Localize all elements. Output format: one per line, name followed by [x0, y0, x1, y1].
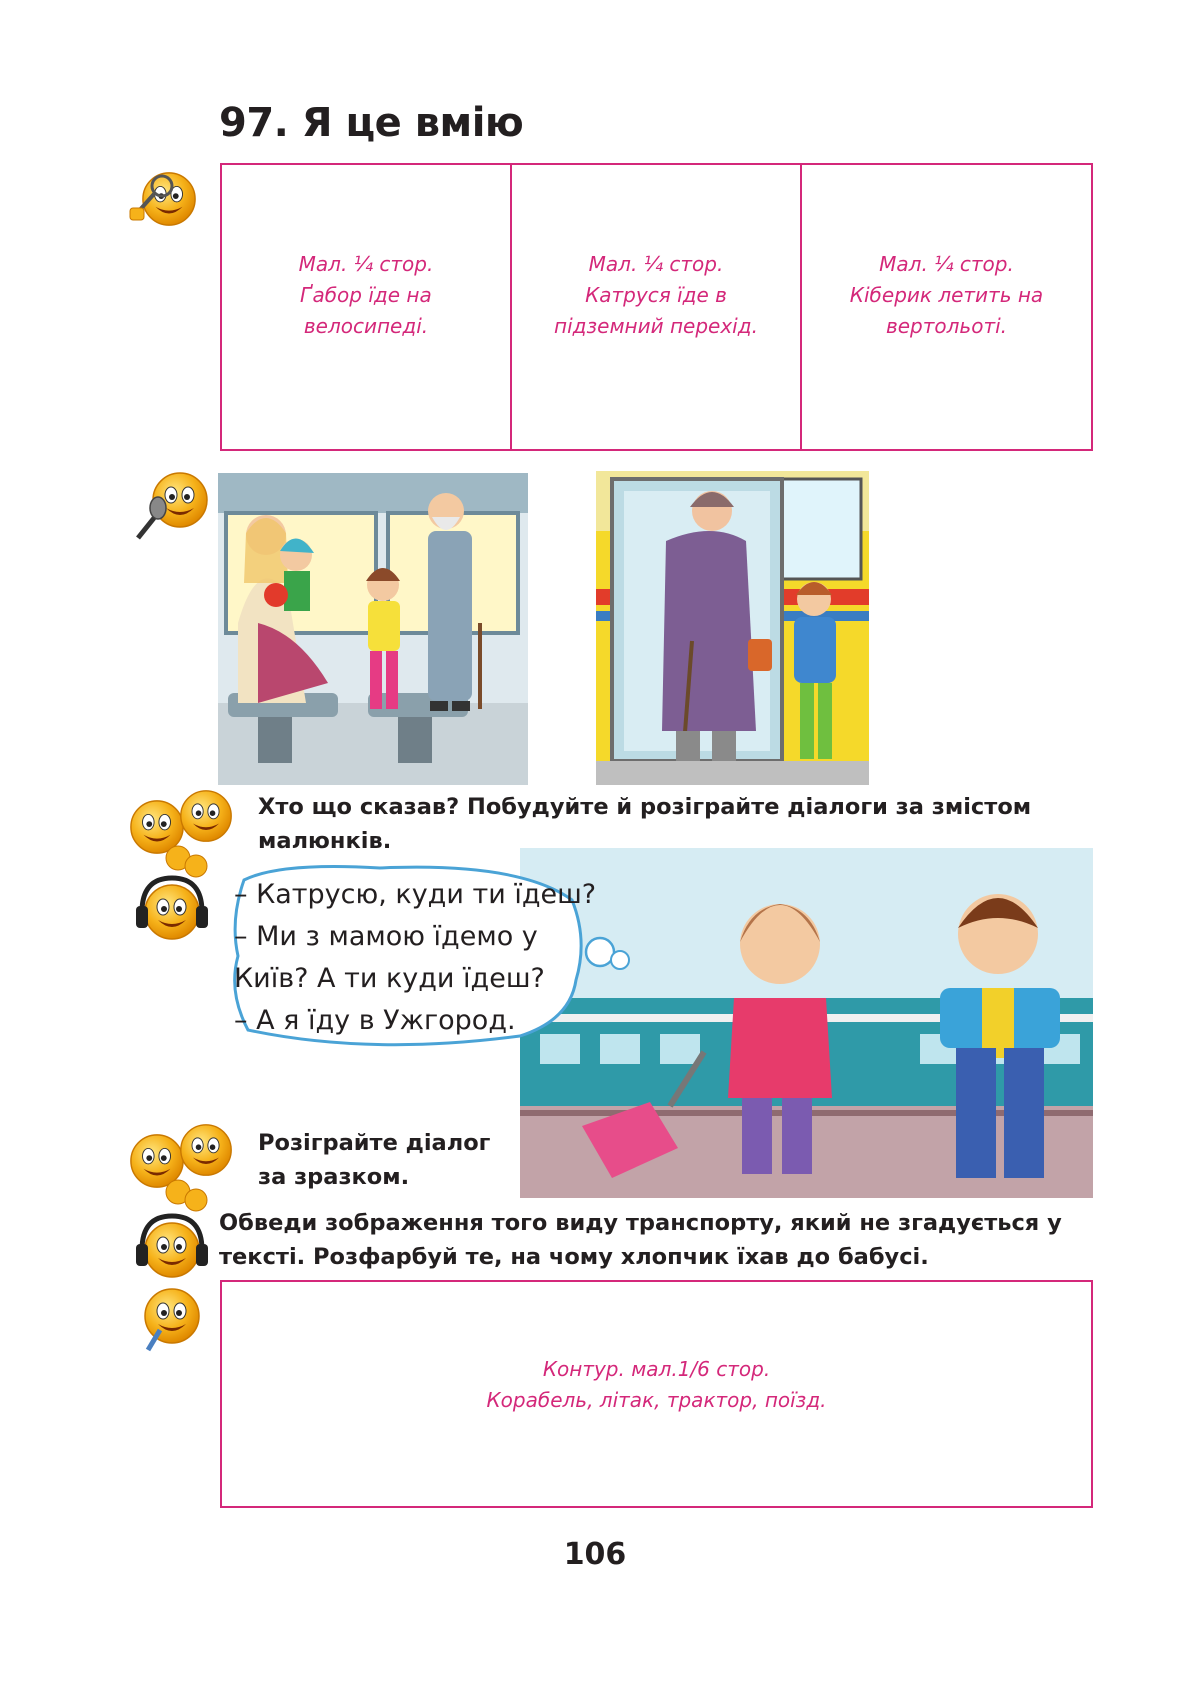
tram-scene-illustration	[218, 473, 528, 785]
dialog-line-4: – А я їду в Ужгород.	[234, 1005, 516, 1036]
image-placeholder-2	[510, 163, 802, 451]
image-placeholder-transport	[220, 1280, 1093, 1508]
lesson-title: 97. Я це вмію	[219, 100, 524, 146]
dialog-line-3: Київ? А ти куди їдеш?	[234, 963, 545, 994]
microphone-smiley-icon	[130, 466, 216, 546]
page-number: 106	[563, 1537, 627, 1572]
placeholder-caption-2: Мал. ¼ стор. Катруся їде в підземний перехід.	[554, 252, 758, 338]
placeholder-caption-1: Мал. ¼ стор. Ґабор їде на велосипеді.	[298, 252, 434, 338]
bus-door-scene-illustration	[596, 471, 869, 785]
task-role-play-line-2: за зразком.	[258, 1164, 410, 1190]
speech-bubble	[220, 860, 636, 1052]
dialog-line-2: – Ми з мамою їдемо у	[234, 921, 538, 952]
headphones-smiley-icon-2	[136, 1212, 208, 1284]
image-placeholder-3	[800, 163, 1093, 451]
pencil-smiley-icon	[136, 1282, 208, 1354]
placeholder-caption-transport: Контур. мал.1/6 стор. Корабель, літак, трактор, поїзд.	[486, 1357, 827, 1412]
task-dialogues-instruction: Хто що сказав? Побудуйте й розіграйте діалоги за змістом малюнків.	[258, 794, 1032, 854]
headphones-smiley-icon	[136, 874, 208, 946]
image-placeholder-1	[220, 163, 512, 451]
pair-smiley-icon-2	[128, 1122, 238, 1214]
task-role-play-instruction	[258, 1126, 518, 1194]
task-transport-instruction: Обведи зображення того виду транспорту, який не згадується у тексті. Розфарбуй те, на чому хлопчик їхав до бабусі.	[219, 1210, 1062, 1270]
dialog-line-1: – Катрусю, куди ти їдеш?	[234, 879, 597, 910]
placeholder-caption-3: Мал. ¼ стор. Кіберик летить на вертольоті.	[849, 252, 1044, 338]
task-role-play-line-1: Розіграйте діалог	[258, 1130, 491, 1156]
magnifier-smiley-icon	[126, 162, 206, 234]
